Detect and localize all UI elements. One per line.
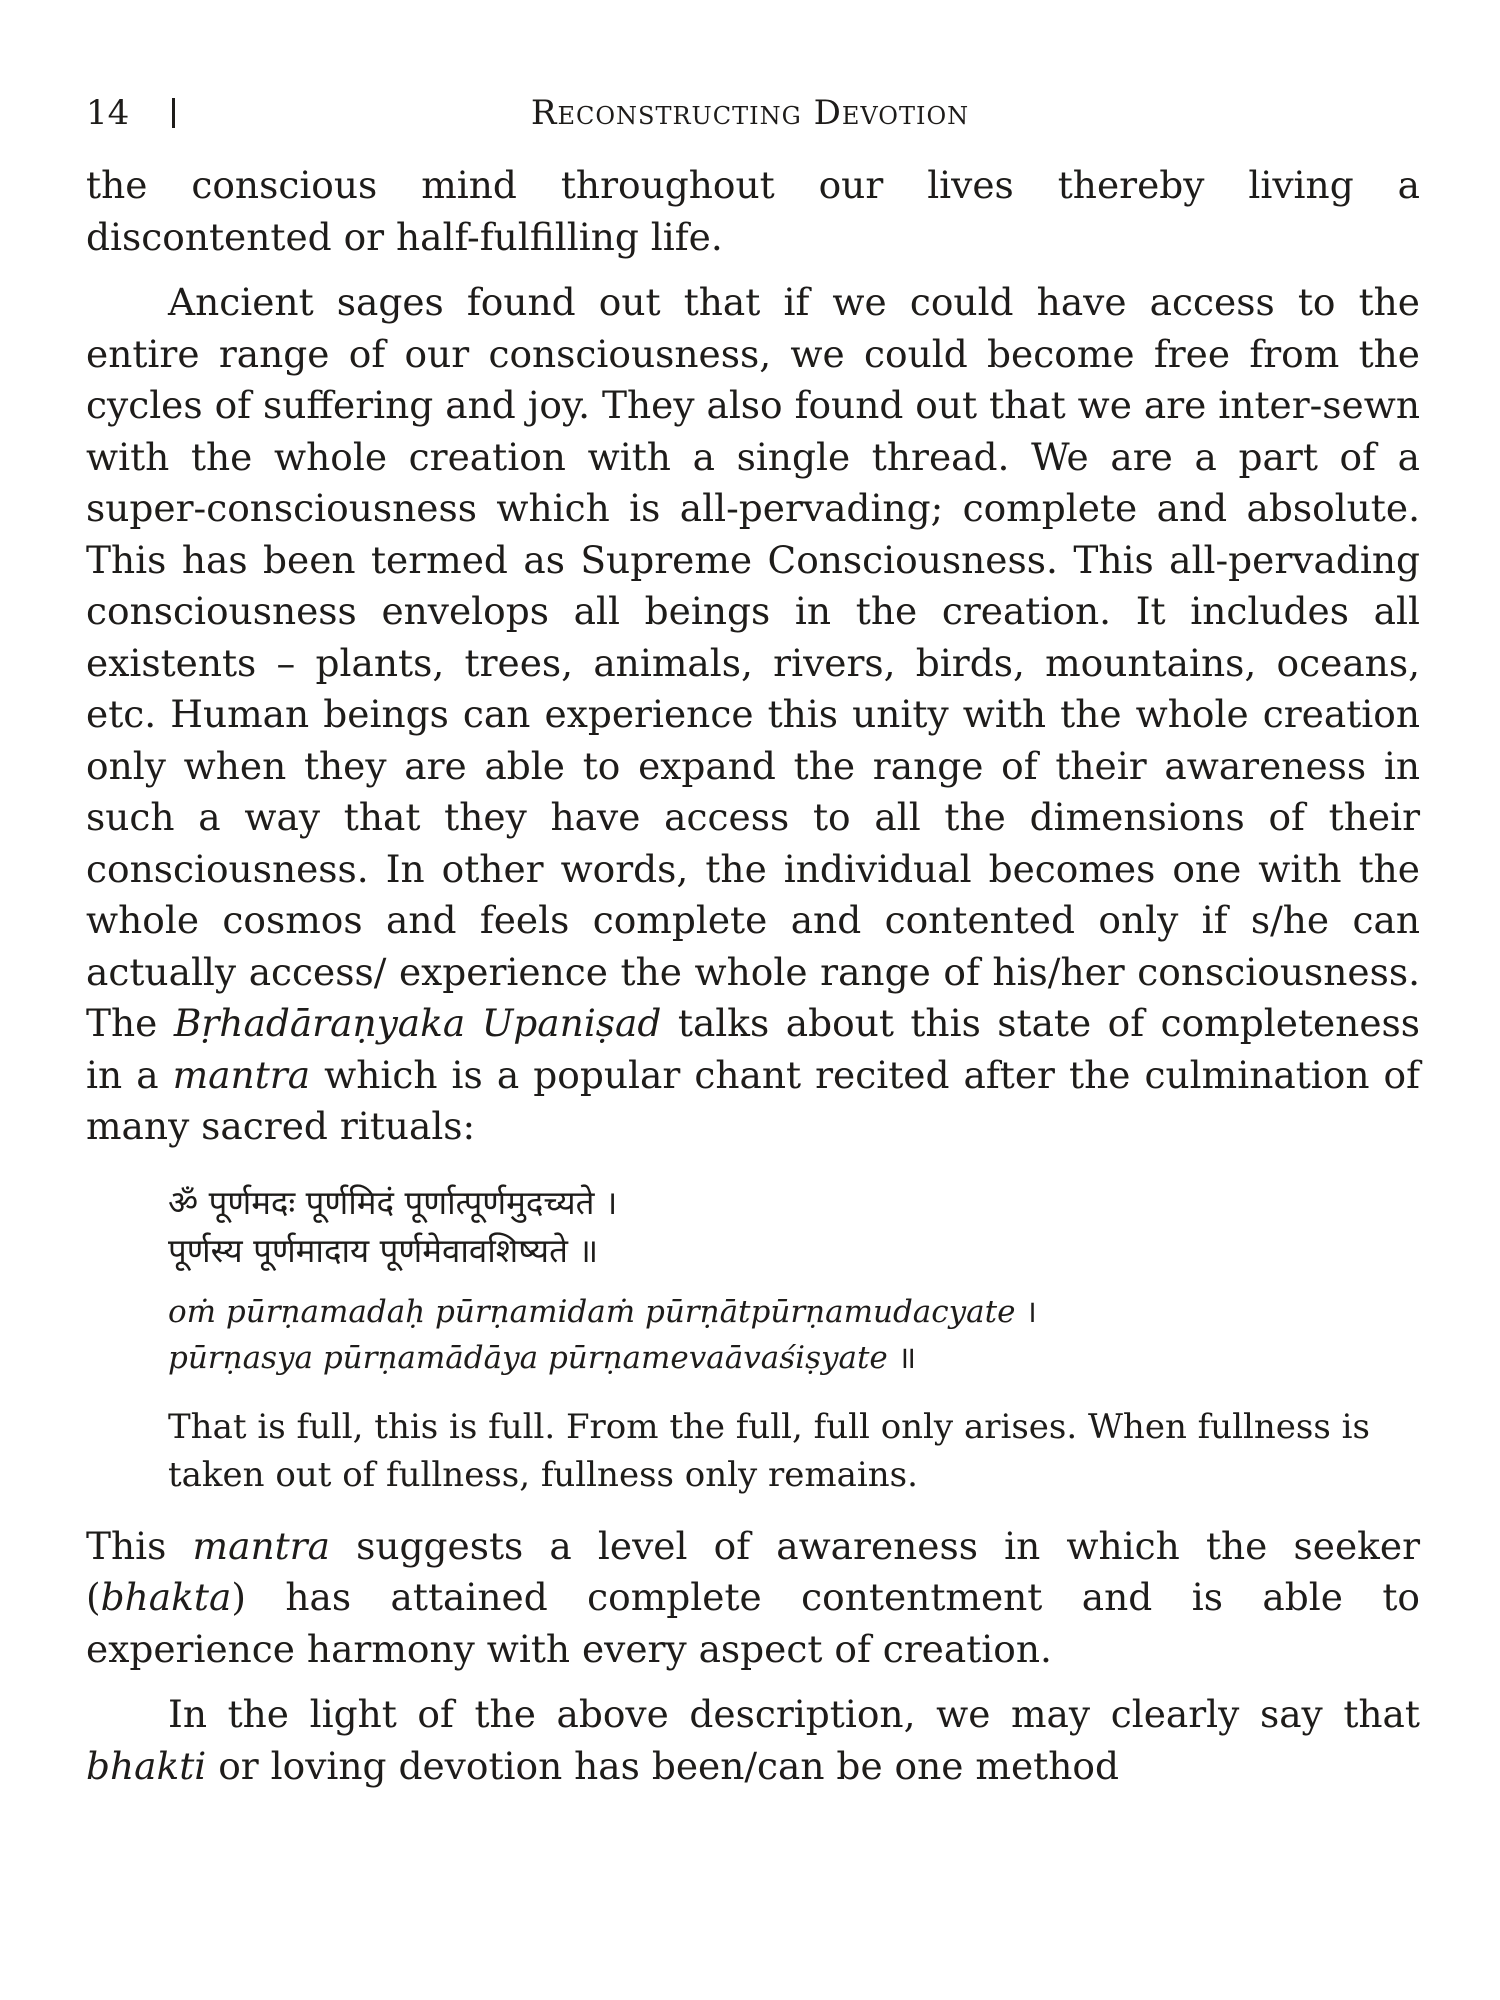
transliteration-line-2: pūrṇasya pūrṇamādāya pūrṇamevaāvaśiṣyate (168, 1339, 888, 1376)
body-text (86, 160, 1420, 1792)
bhakta-term: bhakta (100, 1575, 232, 1619)
mantra-term: mantra (172, 1052, 311, 1097)
devanagari-line-1: ॐ पूर्णमदः पूर्णमिदं पूर्णात्पूर्णमुदच्यते । (168, 1182, 618, 1222)
page-number: 14 (86, 93, 130, 133)
bhakti-term: bhakti (86, 1743, 207, 1788)
page-header (86, 88, 1414, 138)
paragraph-text: suggests a level of awareness in which the seeker ( (86, 1523, 1420, 1619)
verse-translation: That is full, this is full. From the full, full only arises. When fullness is taken out of fullness, fullness only remains. (168, 1406, 1370, 1495)
running-title: Reconstructing Devotion (530, 93, 970, 133)
mantra-term: mantra (192, 1523, 330, 1568)
paragraph-ancient-sages (86, 277, 1420, 1153)
transliteration (168, 1289, 1420, 1381)
paragraph-text: or loving devotion has been/can be one method (206, 1743, 1119, 1788)
double-danda-mark: ॥ (897, 1339, 917, 1376)
transliteration-line-1: oṁ pūrṇamadaḥ pūrṇamidaṁ pūrṇātpūrṇamudacyate (168, 1293, 1016, 1330)
paragraph-text: This (86, 1523, 193, 1568)
devanagari-line-2: पूर्णस्य पूर्णमादाय पूर्णमेवावशिष्यते ॥ (168, 1230, 599, 1270)
paragraph-continuation: the conscious mind throughout our lives thereby living a discontented or half-fulfilling life. (86, 163, 1420, 259)
paragraph-this-mantra (86, 1521, 1420, 1676)
paragraph-text: Ancient sages found out that if we could have access to the entire range of our consciousness, we could become free from the cycles of suffering and joy. They also found out that we are inter-sewn with the whole creation with a single thread. We are a part of a super-consciousness which is all-pervading; complete and absolute. This has been termed as Supreme Consciousness. This all-pervading consciousness envelops all beings in the creation. It includes all existents – plants, trees, animals, rivers, birds, mountains, oceans, etc. Human beings can experience this unity with the whole creation only when they are able to expand the range of their awareness in such a way that they have access to all the dimensions of their consciousness. In other words, the individual becomes one with the whole cosmos and feels complete and contented only if s/he can actually access/ experience the whole range of his/her consciousness. The (86, 280, 1420, 1045)
paragraph-text: In the light of the above description, we may clearly say that (168, 1692, 1420, 1736)
danda-mark: । (1025, 1293, 1038, 1330)
sanskrit-verse (168, 1179, 1420, 1275)
paragraph-text: ) has attained complete contentment and is able to experience harmony with every aspect of creation. (86, 1575, 1420, 1671)
paragraph-in-the-light (86, 1689, 1420, 1792)
paragraph-text: talks about this state of completeness in a (86, 1001, 1420, 1097)
paragraph-text: which is a popular chant recited after the culmination of many sacred rituals: (86, 1052, 1421, 1148)
upanisad-title: Bṛhadāraṇyaka Upaniṣad (173, 1001, 662, 1045)
